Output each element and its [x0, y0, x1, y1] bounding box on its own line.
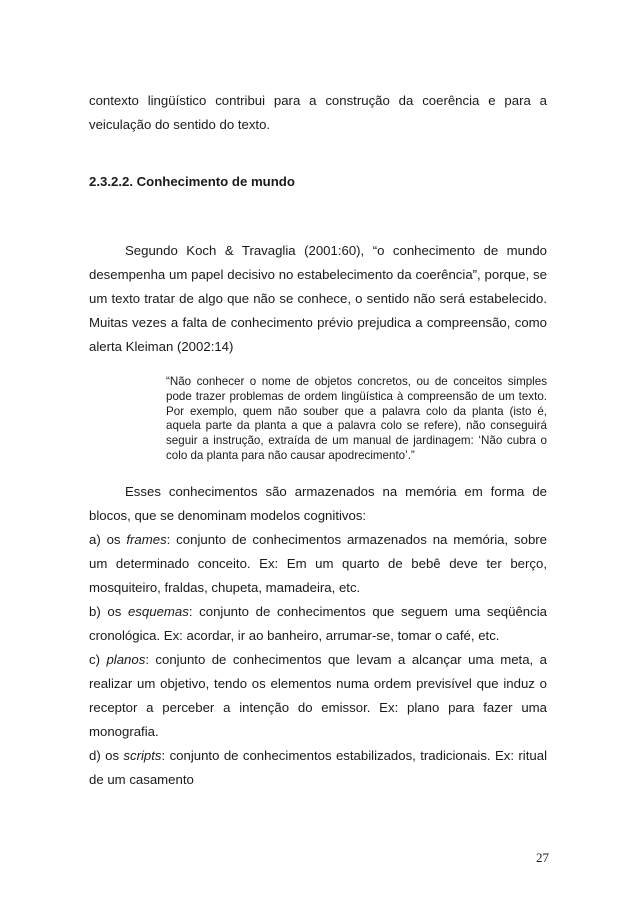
- term-esquemas: esquemas: [127, 604, 189, 619]
- section-heading: 2.3.2.2. Conhecimento de mundo: [89, 174, 295, 189]
- paragraph-world-knowledge: Segundo Koch & Travaglia (2001:60), “o conhecimento de mundo desempenha um papel decisivo no estabelecimento da coerência”, porque, se um texto tratar de algo que não se conhece, o sentido não será estabelecido. Muitas vezes a falta de conhecimento prévio prejudica a compreensão, como alerta Kleiman (2002:14): [89, 243, 547, 354]
- term-frames: frames: [126, 532, 167, 547]
- list-item-esquemas: b) os esquemas: conjunto de conhecimentos que seguem uma seqüência cronológica. Ex: acordar, ir ao banheiro, arrumar-se, tomar o café, etc.: [89, 604, 548, 643]
- list-item-planos: c) planos: conjunto de conhecimentos que levam a alcançar uma meta, a realizar um objetivo, tendo os elementos numa ordem previsível que induz o receptor a perceber a intenção do emissor. Ex: plano para fazer uma monografia.: [89, 652, 547, 739]
- cognitive-models-list: [89, 528, 547, 792]
- term-planos: planos: [106, 652, 146, 667]
- list-item-scripts: d) os scripts: conjunto de conhecimentos estabilizados, tradicionais. Ex: ritual de um casamento: [89, 748, 547, 787]
- paragraph-cognitive-models: Esses conhecimentos são armazenados na memória em forma de blocos, que se denominam modelos cognitivos:: [89, 484, 547, 523]
- block-quote: “Não conhecer o nome de objetos concretos, ou de conceitos simples pode trazer problemas de ordem lingüística à compreensão de um texto. Por exemplo, quem não souber que a palavra colo da planta (isto é, aquela parte da planta a que a palavra colo se refere), não conseguirá seguir a instrução, extraída de um manual de jardinagem: ‘Não cubra o colo da planta para não causar apodrecimento’.”: [166, 375, 547, 462]
- paragraph-continuation: contexto lingüístico contribui para a construção da coerência e para a veiculação do sentido do texto.: [89, 93, 547, 132]
- page-number: 27: [536, 850, 549, 865]
- term-scripts: scripts: [123, 748, 162, 763]
- list-item-frames: a) os frames: conjunto de conhecimentos armazenados na memória, sobre um determinado conceito. Ex: Em um quarto de bebê deve ter berço, mosquiteiro, fraldas, chupeta, mamadeira, etc.: [89, 532, 548, 595]
